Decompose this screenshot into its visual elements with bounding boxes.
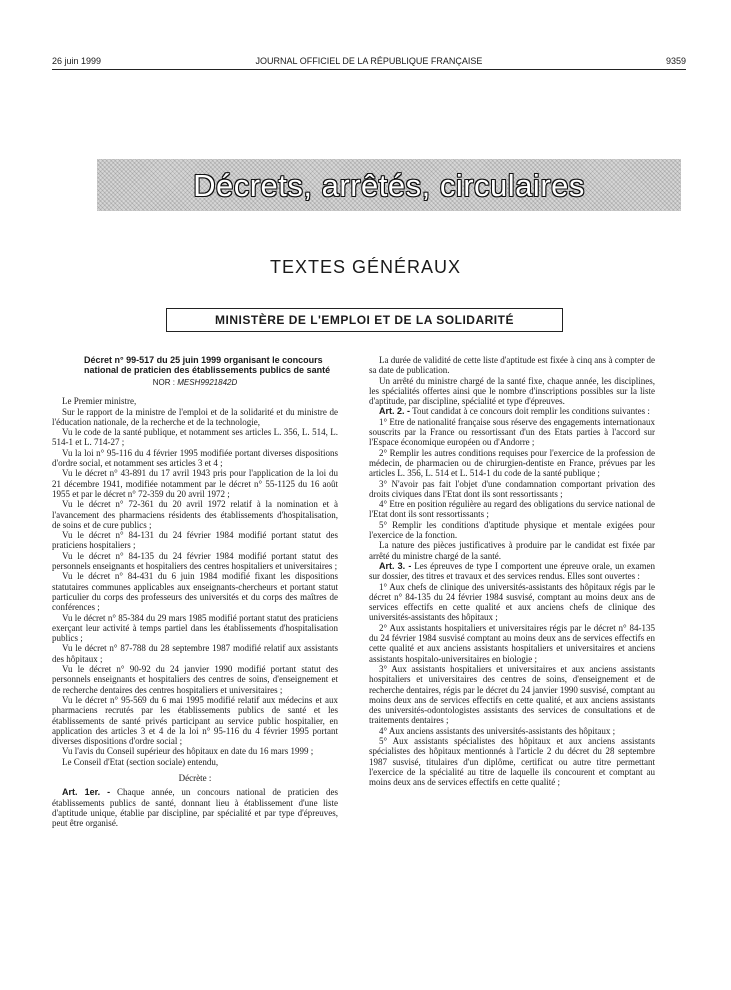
preamble-paragraph: Vu le décret n° 85-384 du 29 mars 1985 modifié portant statut des praticiens exerçant leur activité à temps partiel dans les établissements d'hospitalisation publics ; bbox=[52, 612, 338, 644]
header-journal-title: JOURNAL OFFICIEL DE LA RÉPUBLIQUE FRANÇAISE bbox=[255, 56, 483, 66]
section-title: TEXTES GÉNÉRAUX bbox=[269, 257, 462, 277]
article-1-text: Chaque année, un concours national de praticien des établissements publics de santé, donnant lieu à établissement d'une liste d'aptitude unique, établie par discipline, par spécialité et par type d'épreuves, peut être organisé. bbox=[52, 787, 339, 829]
list-item: 1° Etre de nationalité française sous réserve des engagements internationaux souscrits par la France ou ressortissant d'un des Etats parties à l'accord sur l'Espace économique européen ou d'Andorre ; bbox=[369, 416, 655, 448]
paragraph: La durée de validité de cette liste d'aptitude est fixée à cinq ans à compter de sa date de publication. bbox=[369, 355, 655, 376]
article-3 bbox=[369, 561, 655, 582]
paragraph: La nature des pièces justificatives à produire par le candidat est fixée par arrêté du ministre chargé de la santé. bbox=[369, 540, 655, 561]
list-item: 4° Aux anciens assistants des universités-assistants des hôpitaux ; bbox=[379, 725, 616, 736]
nor-reference bbox=[52, 378, 338, 388]
section-banner bbox=[97, 159, 681, 211]
decrete-heading: Décrète : bbox=[178, 772, 212, 783]
banner-title: Décrets, arrêtés, circulaires bbox=[193, 168, 585, 203]
article-2 bbox=[369, 406, 655, 416]
article-3-text: Les épreuves de type I comportent une épreuve orale, un examen sur dossier, des titres et travaux et des services rendus. Elles sont ouvertes : bbox=[369, 560, 655, 582]
preamble-paragraph: Le Conseil d'Etat (section sociale) entendu, bbox=[62, 756, 219, 767]
preamble-paragraph: Vu l'avis du Conseil supérieur des hôpitaux en date du 16 mars 1999 ; bbox=[62, 746, 314, 757]
article-2-label: Art. 2. - bbox=[379, 406, 411, 417]
ministry-box: MINISTÈRE DE L'EMPLOI ET DE LA SOLIDARITÉ bbox=[166, 308, 563, 332]
decree-title: Décret n° 99-517 du 25 juin 1999 organisant le concours national de praticien des établissements publics de santé bbox=[84, 355, 331, 375]
preamble-paragraph: Vu le décret n° 43-891 du 17 avril 1943 pris pour l'application de la loi du 21 décembre 1941, modifiée notamment par le décret n° 55-1125 du 16 août 1955 et par le décret n° 72-359 du 20 avril 1972 ; bbox=[52, 468, 338, 499]
article-3-label: Art. 3. - bbox=[379, 560, 412, 571]
list-item: 2° Aux assistants hospitaliers et universitaires régis par le décret n° 84-135 du 24 février 1984 susvisé comptant au moins deux ans de services effectifs en cette qualité et aux anciens assistants hospitaliers et universitaires et anciens assistants hospitalo-universitaires en biologie ; bbox=[369, 622, 655, 664]
preamble-paragraph: Vu le décret n° 87-788 du 28 septembre 1987 modifié relatif aux assistants des hôpitaux ; bbox=[52, 643, 338, 664]
preamble-paragraph: Vu le code de la santé publique, et notamment ses articles L. 356, L. 514, L. 514-1 et L. 714-27 ; bbox=[52, 427, 338, 448]
list-item: 5° Aux assistants spécialistes des hôpitaux et aux anciens assistants spécialistes des hôpitaux mentionnés à l'article 2 du décret du 28 septembre 1987 susvisé, titulaires d'un diplôme, certificat ou autre titre permettant l'exercice de la spécialité au titre de laquelle ils concourent et comptant au moins deux ans de services effectifs en cette qualité ; bbox=[369, 735, 655, 788]
preamble-paragraph: Vu le décret n° 84-431 du 6 juin 1984 modifié fixant les dispositions statutaires communes applicables aux enseignants-chercheurs et portant statut particulier du corps des professeurs des universités et du corps des maîtres de conférences ; bbox=[52, 571, 338, 613]
article-2-text: Tout candidat à ce concours doit remplir les conditions suivantes : bbox=[410, 406, 650, 417]
nor-code: MESH9921842D bbox=[177, 378, 238, 387]
preamble-paragraph: Vu le décret n° 90-92 du 24 janvier 1990 modifié portant statut des personnels enseignants et hospitaliers des centres de soins, d'enseignement et de recherche dentaires des centres hospitaliers et universitaires ; bbox=[52, 664, 338, 695]
list-item: 3° Aux assistants hospitaliers et universitaires et aux anciens assistants hospitaliers et universitaires des centres de soins, d'enseignement et de recherche dentaires, régis par le décret du 24 janvier 1990 susvisé, comptant au moins deux ans de services effectifs en cette qualité, et aux anciens assistants des universités-odontologistes assistants des services de consultations et de traitements dentaires ; bbox=[369, 663, 655, 726]
article-1-label: Art. 1er. - bbox=[62, 787, 111, 798]
right-column bbox=[369, 355, 655, 787]
list-item: 1° Aux chefs de clinique des universités-assistants des hôpitaux régis par le décret n° 84-135 du 24 février 1984 susvisé, comptant au moins deux ans de services effectifs en cette qualité et aux anciens chefs de clinique des universités-assistants des hôpitaux ; bbox=[369, 581, 655, 623]
preamble-paragraph: Vu la loi n° 95-116 du 4 février 1995 modifiée portant diverses dispositions d'ordre social, et notamment ses articles 3 et 4 ; bbox=[52, 447, 338, 469]
running-header bbox=[52, 55, 686, 70]
list-item: 3° N'avoir pas fait l'objet d'une condamnation comportant privation des droits civiques dans l'Etat dont ils sont ressortissants ; bbox=[369, 478, 655, 499]
paragraph: Un arrêté du ministre chargé de la santé fixe, chaque année, les disciplines, les spécialités offertes ainsi que le nombre d'inscriptions possibles sur la liste d'aptitude, par discipline, spécialité et type d'épreuves. bbox=[369, 375, 655, 407]
header-page-number: 9359 bbox=[665, 56, 686, 66]
list-item: 2° Remplir les autres conditions requises pour l'exercice de la profession de médecin, de pharmacien ou de chirurgien-dentiste en France, prévues par les articles L. 356, L. 514 et L. 514-1 du code de la santé publique ; bbox=[369, 447, 655, 479]
left-column bbox=[52, 355, 338, 828]
article-1 bbox=[52, 787, 338, 828]
header-date: 26 juin 1999 bbox=[52, 56, 102, 66]
preamble-paragraph: Vu le décret n° 72-361 du 20 avril 1972 relatif à la nomination et à l'avancement des pharmaciens résidents des établissements d'hospitalisation, de soins et de cure publics ; bbox=[52, 499, 338, 530]
preamble-paragraph: Sur le rapport de la ministre de l'emploi et de la solidarité et du ministre de l'éducation nationale, de la recherche et de la technologie, bbox=[52, 406, 338, 427]
preamble-paragraph: Vu le décret n° 95-569 du 6 mai 1995 modifié relatif aux médecins et aux pharmaciens recrutés par les établissements publics de santé et les établissements de santé privés participant au service public hospitalier, en application des articles 3 et 4 de la loi n° 95-116 du 4 février 1995 portant diverses dispositions d'ordre social ; bbox=[52, 694, 338, 747]
preamble-paragraph: Vu le décret n° 84-131 du 24 février 1984 modifié portant statut des praticiens hospitaliers ; bbox=[52, 530, 338, 551]
list-item: 5° Remplir les conditions d'aptitude physique et mentale exigées pour l'exercice de la fonction. bbox=[369, 519, 655, 541]
preamble-paragraph: Vu le décret n° 84-135 du 24 février 1984 modifié portant statut des personnels enseignants et hospitaliers des centres hospitaliers et universitaires ; bbox=[52, 550, 338, 572]
preamble-paragraph: Le Premier ministre, bbox=[62, 396, 137, 407]
nor-label: NOR : bbox=[152, 378, 175, 387]
list-item: 4° Etre en position régulière au regard des obligations du service national de l'Etat dont ils sont ressortissants ; bbox=[369, 499, 655, 520]
